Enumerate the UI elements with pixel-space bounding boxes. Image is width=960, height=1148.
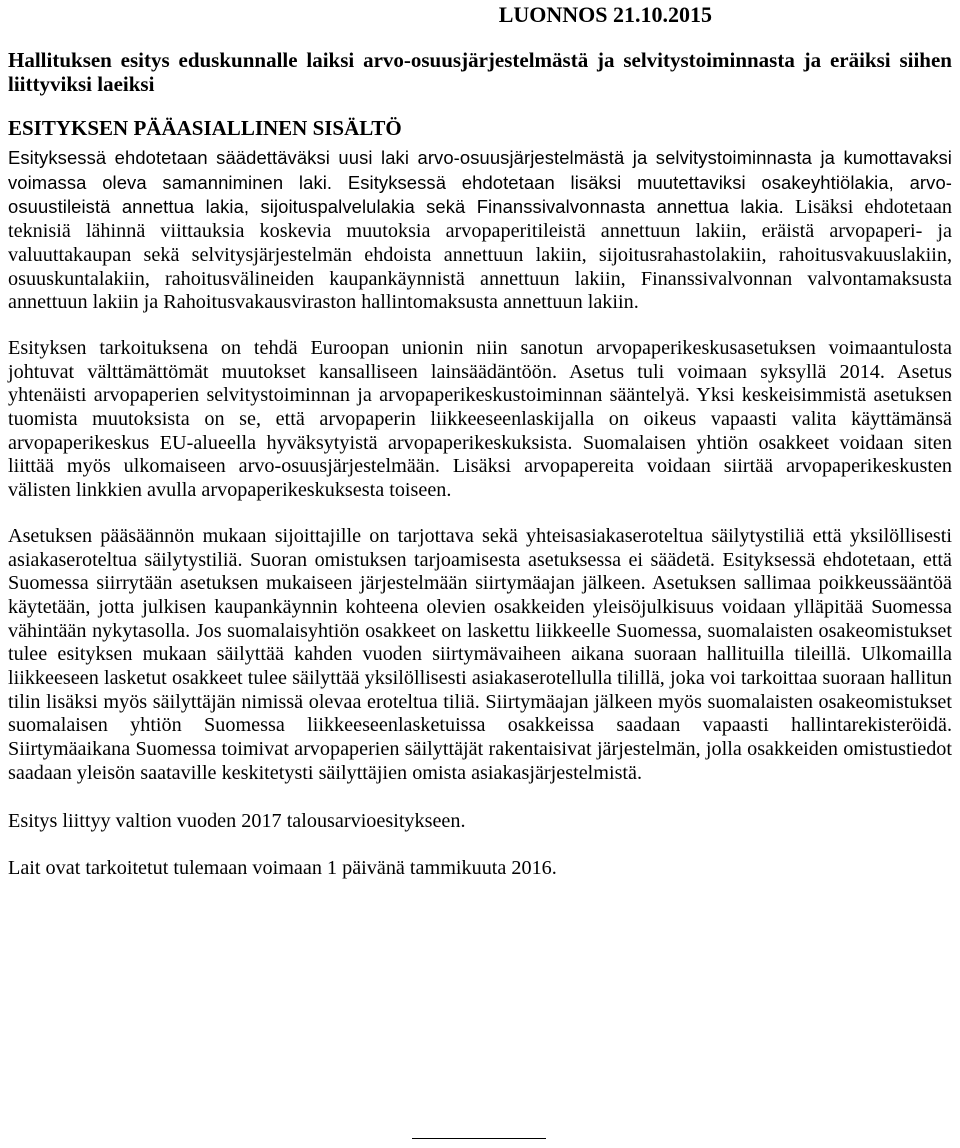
summary-paragraph-1-part-1: Esityksessä ehdotetaan säädettäväksi uusi laki arvo-osuusjärjestelmästä ja selvitystoiminnasta ja kumottavaksi voimassa oleva samanniminen laki. Esityksessä ehdotetaan lisäksi muutettaviksi osakeyhtiölakia, arvo-osuustileistä annettua lakia, sijoituspalvelulakia sekä Finanssivalvonnasta annettua lakia.	[8, 147, 952, 218]
summary-paragraph-4: Esitys liittyy valtion vuoden 2017 talousarvioesitykseen.	[8, 809, 466, 832]
summary-paragraph-5: Lait ovat tarkoitetut tulemaan voimaan 1 päivänä tammikuuta 2016.	[8, 857, 557, 880]
end-rule	[412, 1138, 546, 1139]
summary-paragraph-2: Esityksen tarkoituksena on tehdä Euroopan unionin niin sanotun arvopaperikeskusasetuksen voimaantulosta johtuvat välttämättömät muutokset kansalliseen lainsäädäntöön. Asetus tuli voimaan syksyllä 2014. Asetus yhtenäisti arvopaperien selvitystoiminnan ja arvopaperikeskustoiminnan sääntelyä. Yksi keskeisimmistä asetuksen tuomista muutoksista on se, että arvopaperin liikkeeseenlaskijalla on oikeus vapaasti valita käyttämänsä arvopaperikeskus EU-alueella hyväksytyistä arvopaperikeskuksista. Suomalaisen yhtiön osakkeet voidaan siten liittää myös ulkomaiseen arvo-osuusjärjestelmään. Lisäksi arvopapereita voidaan siirtää arvopaperikeskusten välisten linkkien avulla arvopaperikeskuksesta toiseen.	[8, 336, 952, 502]
section-heading: ESITYKSEN PÄÄASIALLINEN SISÄLTÖ	[8, 116, 402, 140]
document-page	[8, 0, 952, 881]
summary-paragraph-1	[8, 146, 952, 315]
summary-paragraph-3: Asetuksen pääsäännön mukaan sijoittajille on tarjottava sekä yhteisasiakaseroteltua säilytystiliä että yksilöllisesti asiakaseroteltua säilytystiliä. Suoran omistuksen tarjoamisesta asetuksessa ei säädetä. Esityksessä ehdotetaan, että Suomessa siirrytään asetuksen mukaiseen järjestelmään siirtymäajan jälkeen. Asetuksen sallimaa poikkeussääntöä käytetään, jotta julkisen kaupankäynnin kohteena olevien osakkeiden yleisöjulkisuus voidaan ylläpitää Suomessa vähintään nykytasolla. Jos suomalaisyhtiön osakkeet on laskettu liikkeelle Suomessa, suomalaisten osakeomistukset tulee esityksen mukaan säilyttää kahden vuoden siirtymävaiheen aikana suoraan hallituilla tileillä. Ulkomailla liikkeeseen lasketut osakkeet tulee säilyttää yksilöllisesti asiakaserotellulla tilillä, joka voi tarkoittaa suoraan hallitun tilin lisäksi myös säilyttäjän nimissä olevaa eroteltua tiliä. Siirtymäajan jälkeen myös suomalaisten osakeomistukset suomalaisen yhtiön Suomessa liikkeeseenlasketuissa osakkeissa saadaan vapaasti hallintarekisteröidä. Siirtymäaikana Suomessa toimivat arvopaperien säilyttäjät rakentaisivat järjestelmän, jolla osakkeiden omistustiedot saadaan yleisön saataville keskitetysti säilyttäjien omista asiakasjärjestelmistä.	[8, 524, 952, 784]
summary-paragraph-1-part-2: Lisäksi ehdotetaan teknisiä lähinnä viittauksia koskevia muutoksia arvopaperitileistä annettuun lakiin, eräistä arvopaperi- ja valuuttakaupan sekä selvitysjärjestelmän ehdoista annettuun lakiin, sijoitusrahastolakiin, rahoitusvakuuslakiin, osuuskuntalakiin, rahoitusvälineiden kaupankäynnistä annettuun lakiin, Finanssivalvonnan valvontamaksusta annettuun lakiin ja Rahoitusvakausviraston hallintomaksusta annettuun lakiin.	[8, 196, 952, 314]
document-title: Hallituksen esitys eduskunnalle laiksi arvo-osuusjärjestelmästä ja selvitystoiminnasta ja eräiksi siihen liittyviksi laeiksi	[8, 48, 952, 96]
draft-stamp: LUONNOS 21.10.2015	[498, 2, 712, 27]
